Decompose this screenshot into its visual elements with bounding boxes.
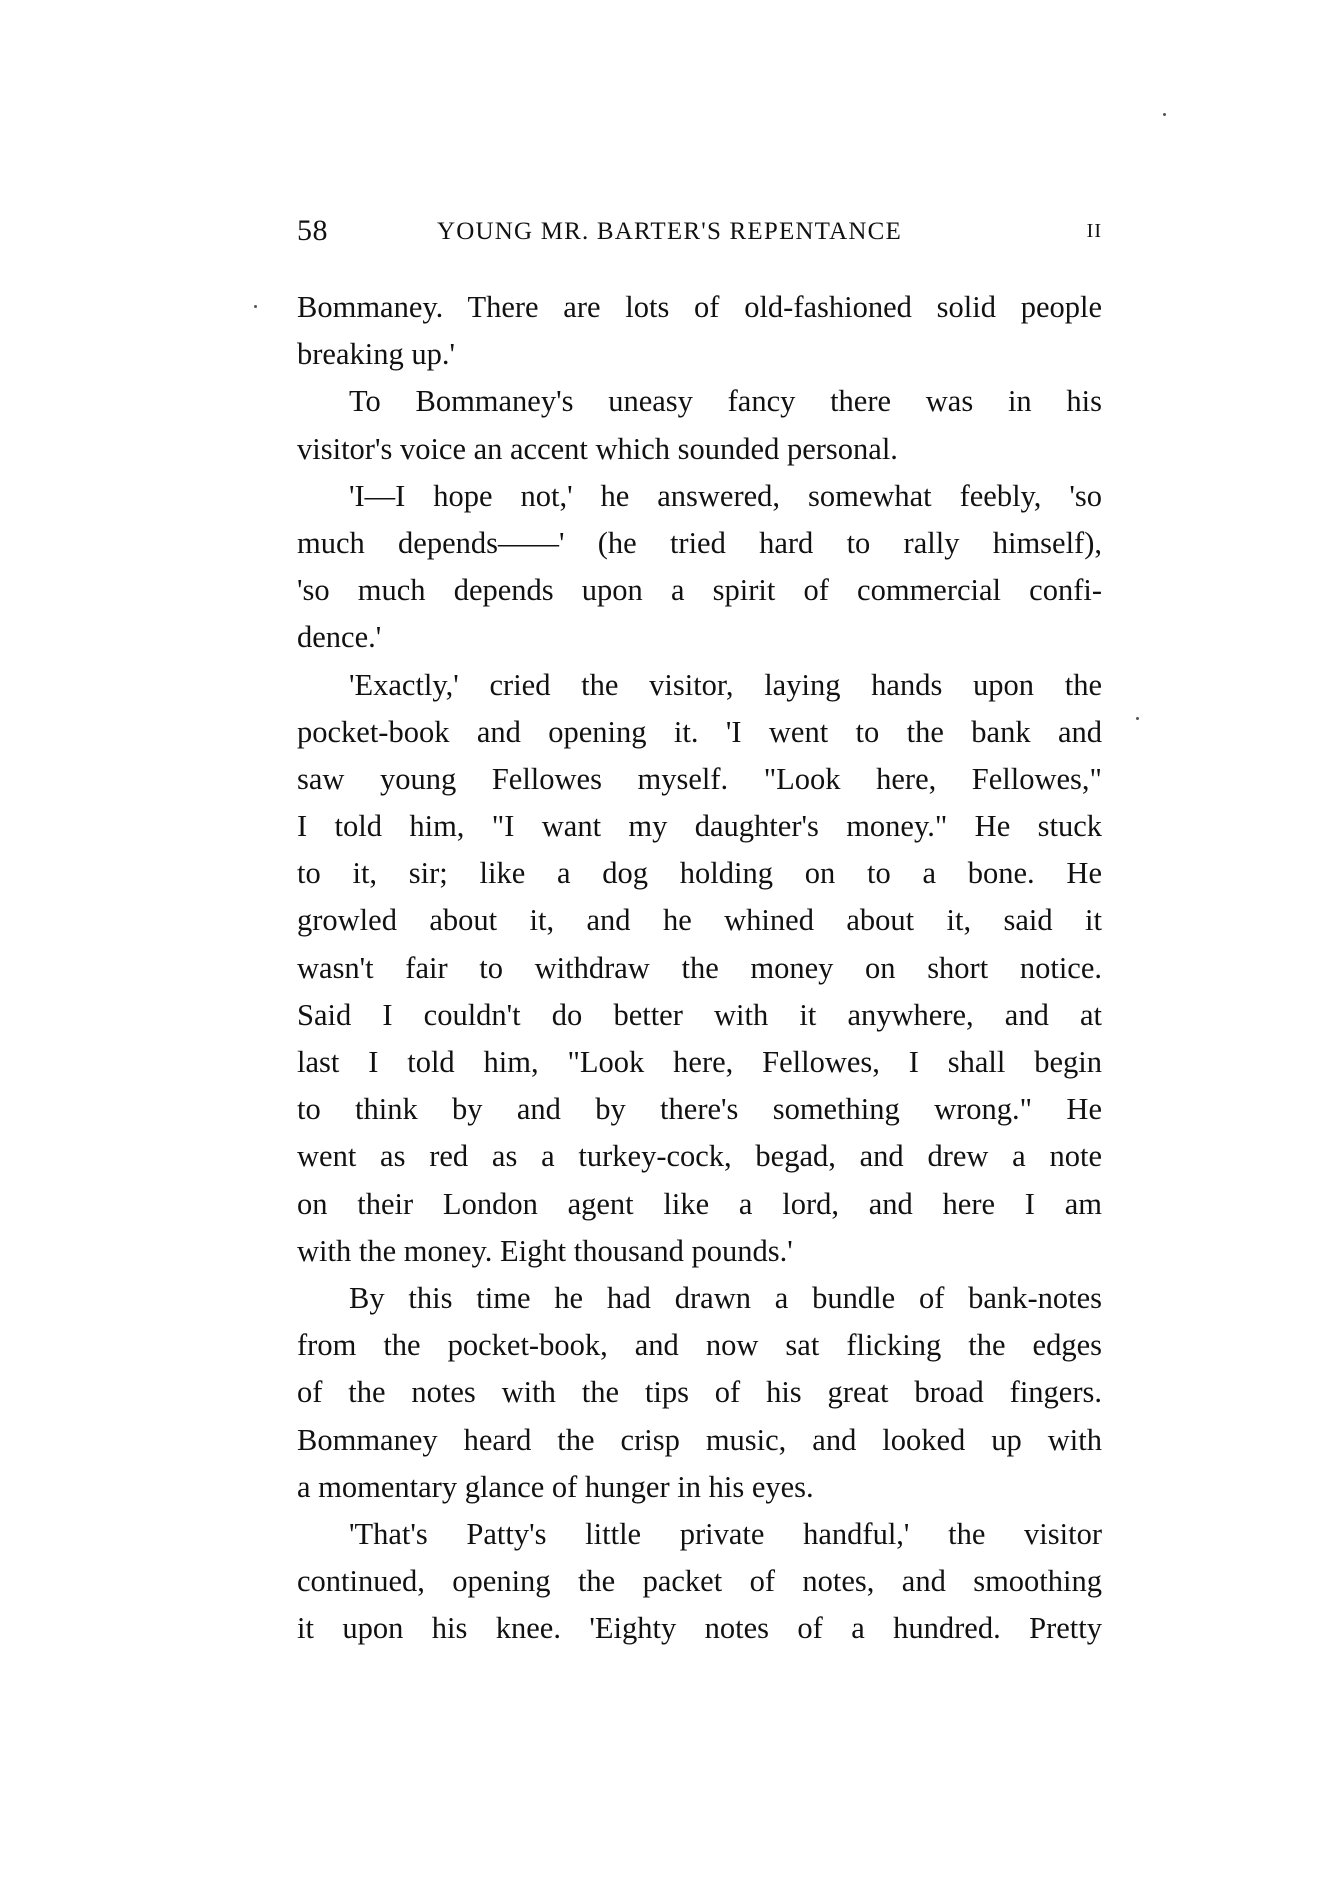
page-number: 58 (297, 214, 328, 247)
paragraph-start: By this time he had drawn a bundle of bank-notes (349, 1280, 1102, 1315)
paragraph-start: 'Exactly,' cried the visitor, laying hands upon the (349, 667, 1102, 702)
text-line: 'so much depends upon a spirit of commercial confi- (297, 573, 1102, 608)
scan-speck (1163, 113, 1166, 116)
text-line: pocket-book and opening it. 'I went to the bank and (297, 714, 1102, 749)
text-line: Bommaney heard the crisp music, and looked up with (297, 1422, 1102, 1457)
text-line: went as red as a turkey-cock, begad, and drew a note (297, 1139, 1102, 1174)
paragraph-start: 'I—I hope not,' he answered, somewhat feebly, 'so (349, 478, 1102, 513)
text-line: Bommaney. There are lots of old-fashioned solid people (297, 290, 1102, 324)
text-line: from the pocket-book, and now sat flicking the edges (297, 1328, 1102, 1363)
text-line: to it, sir; like a dog holding on to a bone. He (297, 856, 1102, 891)
text-line: growled about it, and he whined about it, said it (297, 903, 1102, 938)
text-line: last I told him, "Look here, Fellowes, I shall begin (297, 1045, 1102, 1079)
text-line: with the money. Eight thousand pounds.' (297, 1233, 793, 1268)
text-line: Said I couldn't do better with it anywhere, and at (297, 997, 1102, 1032)
text-line: on their London agent like a lord, and here I am (297, 1186, 1102, 1221)
scan-speck (254, 305, 257, 308)
text-line: wasn't fair to withdraw the money on short notice. (297, 950, 1102, 985)
text-line: visitor's voice an accent which sounded personal. (297, 431, 898, 466)
page-header (297, 214, 1102, 254)
text-line: dence.' (297, 620, 382, 655)
text-line: much depends——' (he tried hard to rally himself), (297, 525, 1102, 560)
text-line: I told him, "I want my daughter's money." He stuck (297, 809, 1102, 844)
running-title: YOUNG MR. BARTER'S REPENTANCE (437, 218, 903, 245)
text-line: a momentary glance of hunger in his eyes. (297, 1469, 814, 1504)
scan-speck (1136, 717, 1139, 720)
text-line: of the notes with the tips of his great broad fingers. (297, 1375, 1102, 1410)
chapter-number: II (1086, 220, 1102, 242)
text-line: breaking up.' (297, 337, 455, 372)
paragraph-start: To Bommaney's uneasy fancy there was in his (349, 384, 1102, 419)
paragraph-start: 'That's Patty's little private handful,' the visitor (349, 1516, 1102, 1551)
text-line: to think by and by there's something wrong." He (297, 1092, 1102, 1127)
text-line: it upon his knee. 'Eighty notes of a hundred. Pretty (297, 1611, 1102, 1646)
body-text (297, 284, 1102, 1652)
text-line: continued, opening the packet of notes, and smoothing (297, 1564, 1102, 1599)
text-line: saw young Fellowes myself. "Look here, Fellowes," (297, 761, 1102, 796)
